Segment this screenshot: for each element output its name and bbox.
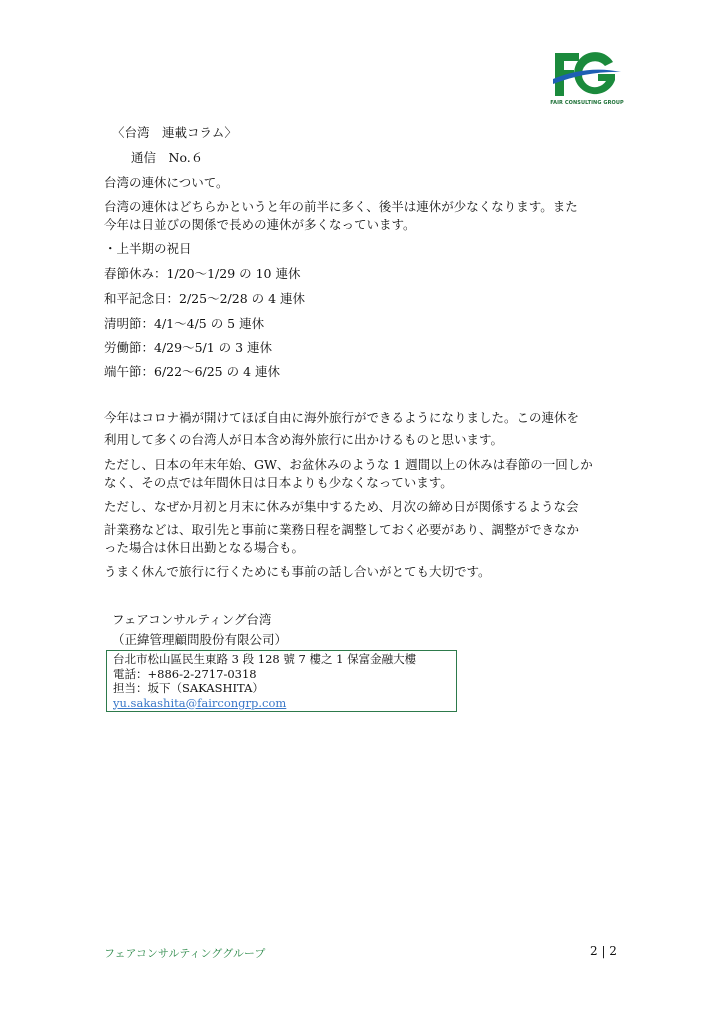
holiday-item: 和平記念日：2/25～2/28 の 4 連休 <box>104 291 306 306</box>
contact-person: 担当：坂下（SAKASHITA） <box>113 681 264 695</box>
body-line: 今年はコロナ禍が開けてほぼ自由に海外旅行ができるようになりました。この連休を <box>104 410 580 425</box>
subject-line: 台湾の連休について。 <box>104 175 229 190</box>
body-line: 計業務などは、取引先と事前に業務日程を調整しておく必要があり、調整ができなか <box>104 522 580 537</box>
column-title: 〈台湾 連載コラム〉 <box>112 125 237 140</box>
company-name: フェアコンサルティング台湾 <box>112 612 272 627</box>
email-link[interactable]: yu.sakashita@faircongrp.com <box>113 695 287 710</box>
body-line: った場合は休日出勤となる場合も。 <box>104 540 305 555</box>
issue-number: 通信 No.６ <box>131 150 204 165</box>
intro-line: 台湾の連休はどちらかというと年の前半に多く、後半は連休が少なくなります。また <box>104 199 578 214</box>
body-line: なく、その点では年間休日は日本よりも少なくなっています。 <box>104 475 453 490</box>
body-line: 利用して多くの台湾人が日本含め海外旅行に出かけるものと思います。 <box>104 432 504 447</box>
phone: 電話：+886-2-2717-0318 <box>113 666 257 681</box>
holiday-item: 春節休み：1/20～1/29 の 10 連休 <box>104 266 301 281</box>
address: 台北市松山區民生東路 3 段 128 號 7 樓之 1 保富金融大樓 <box>113 652 417 666</box>
body-line: うまく休んで旅行に行くためにも事前の話し合いがとても大切です。 <box>104 564 491 579</box>
intro-line: 今年は日並びの関係で長めの連休が多くなっています。 <box>104 217 416 232</box>
holiday-item: 労働節：4/29～5/1 の 3 連休 <box>104 340 273 355</box>
footer-brand: フェアコンサルティンググループ <box>104 947 266 960</box>
body-line: ただし、なぜか月初と月末に休みが集中するため、月次の締め日が関係するような会 <box>104 499 579 514</box>
body-line: ただし、日本の年末年始、GW、お盆休みのような 1 週間以上の休みは春節の一回しか <box>104 457 593 472</box>
company-local-name: （正緯管理顧問股份有限公司） <box>112 632 288 647</box>
logo-tagline: FAIR CONSULTING GROUP <box>550 100 624 106</box>
contact-box <box>106 650 457 712</box>
holiday-item: 端午節：6/22～6/25 の 4 連休 <box>104 364 281 379</box>
page-number: 2 | 2 <box>590 944 617 958</box>
holidays-heading: ・上半期の祝日 <box>104 241 192 256</box>
holiday-item: 清明節：4/1～4/5 の 5 連休 <box>104 316 265 331</box>
